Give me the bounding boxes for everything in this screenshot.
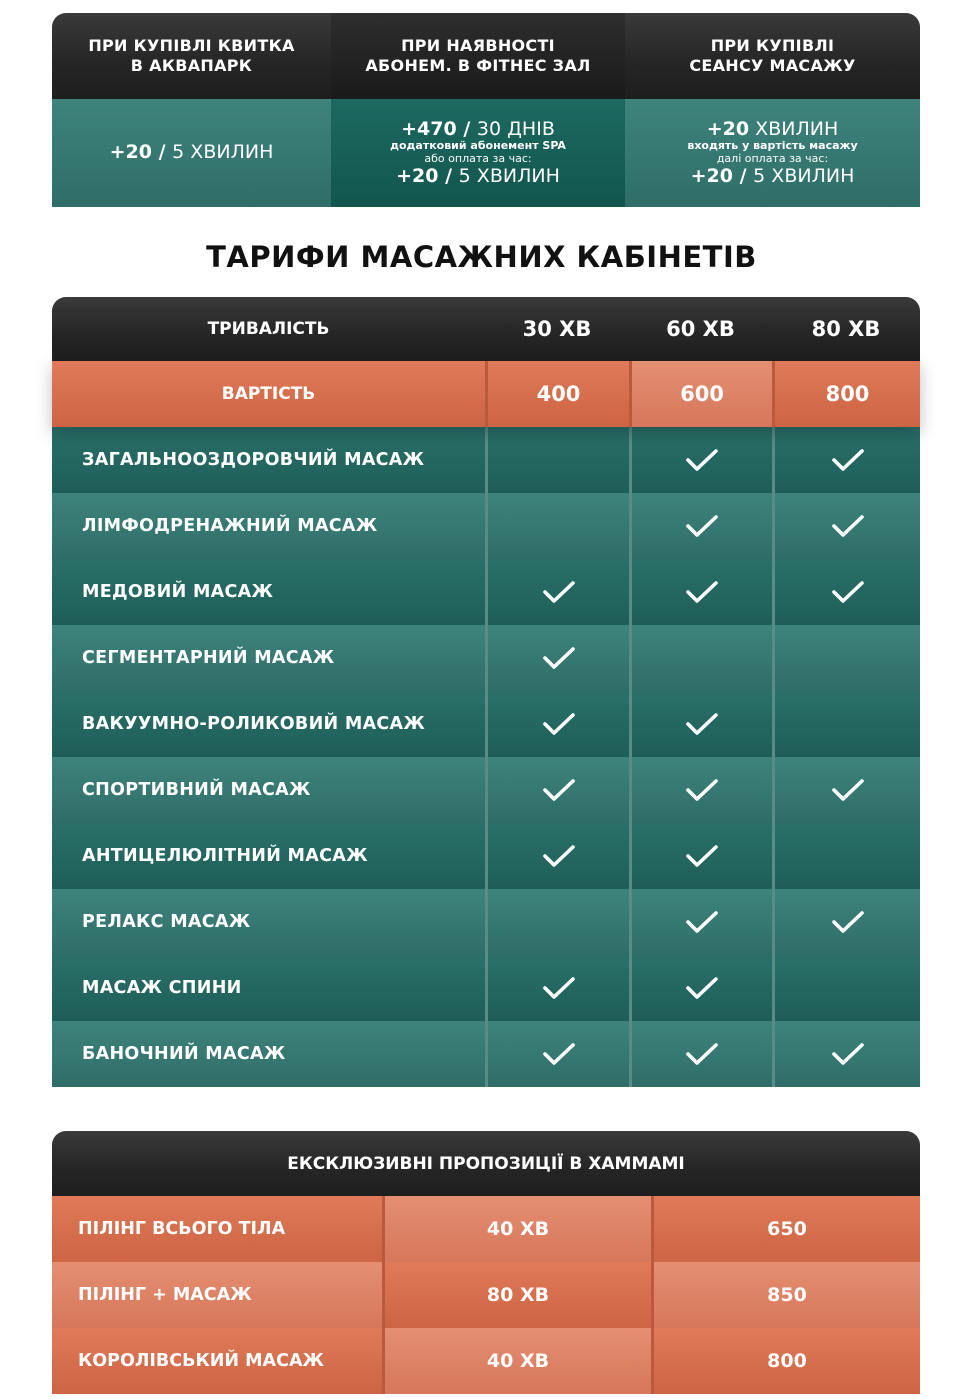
bonus-aquapark-value [52,99,331,207]
check-icon [685,711,719,737]
massage-availability-cell [629,559,772,625]
bonus-massage-line1-bold: +20 [706,117,750,140]
bonus-massage-value [625,99,920,207]
price-row [52,361,920,427]
massage-availability-cell [485,493,629,559]
check-icon [685,843,719,869]
bonus-header-row [52,13,920,99]
bonus-massage-line4-slash: / [733,164,754,187]
hammam-price: 800 [651,1328,920,1394]
hammam-row [52,1328,920,1394]
duration-80: 80 ХВ [772,297,920,361]
massage-availability-cell [485,1021,629,1087]
bonus-fitness-value [331,99,625,207]
massage-row [52,955,920,1021]
check-icon [831,1041,865,1067]
check-icon [685,909,719,935]
massage-availability-cell [485,691,629,757]
bonus-header-massage: ПРИ КУПІВЛІ СЕАНСУ МАСАЖУ [625,13,920,99]
massage-row [52,427,920,493]
check-icon [542,1041,576,1067]
hammam-price: 650 [651,1196,920,1262]
bonus-header-fitness: ПРИ НАЯВНОСТІ АБОНЕМ. В ФІТНЕС ЗАЛ [331,13,625,99]
bonus-massage-line2: входять у вартість масажу [687,139,858,153]
hammam-title: ЕКСКЛЮЗИВНІ ПРОПОЗИЦІЇ В ХАММАМІ [52,1131,920,1196]
massage-name: СЕГМЕНТАРНИЙ МАСАЖ [52,625,485,691]
hammam-duration: 80 ХВ [382,1262,651,1328]
massage-name: МЕДОВИЙ МАСАЖ [52,559,485,625]
check-icon [542,579,576,605]
hammam-service-name: ПІЛІНГ + МАСАЖ [52,1262,382,1328]
massage-name: СПОРТИВНИЙ МАСАЖ [52,757,485,823]
massage-availability-cell [485,823,629,889]
massage-availability-cell [629,625,772,691]
massage-row [52,823,920,889]
hammam-service-name: ПІЛІНГ ВСЬОГО ТІЛА [52,1196,382,1262]
massage-availability-cell [772,823,920,889]
massage-row [52,1021,920,1087]
massage-availability-cell [772,955,920,1021]
massage-availability-cell [485,955,629,1021]
hammam-duration: 40 ХВ [382,1328,651,1394]
bonus-body-row [52,99,920,207]
massage-availability-cell [485,559,629,625]
check-icon [685,447,719,473]
check-icon [831,909,865,935]
check-icon [831,777,865,803]
massage-tariff-table [52,297,920,1087]
duration-header-row [52,297,920,361]
massage-availability-cell [629,493,772,559]
bonus-header-aquapark: ПРИ КУПІВЛІ КВИТКА В АКВАПАРК [52,13,331,99]
check-icon [831,447,865,473]
check-icon [542,843,576,869]
bonus-massage-line3: далі оплата за час: [716,152,829,165]
massage-availability-cell [629,889,772,955]
massage-row [52,493,920,559]
hammam-row [52,1262,920,1328]
massage-availability-cell [772,757,920,823]
check-icon [685,975,719,1001]
price-30: 400 [485,361,629,427]
massage-availability-cell [772,691,920,757]
massage-availability-cell [772,427,920,493]
massage-row [52,889,920,955]
duration-60: 60 ХВ [629,297,772,361]
massage-name: АНТИЦЕЛЮЛІТНИЙ МАСАЖ [52,823,485,889]
massage-name: БАНОЧНИЙ МАСАЖ [52,1021,485,1087]
check-icon [542,711,576,737]
massage-availability-cell [772,625,920,691]
check-icon [542,975,576,1001]
check-icon [685,1041,719,1067]
bonus-fitness-line4-slash: / [438,164,459,187]
massage-availability-cell [629,691,772,757]
price-80: 800 [772,361,920,427]
bonus-fitness-line2: додатковий абонемент SPA [390,139,566,153]
massage-availability-cell [772,889,920,955]
hammam-table [52,1131,920,1394]
bonus-fitness-line4-rest: 5 ХВИЛИН [458,164,560,187]
massage-availability-cell [772,1021,920,1087]
bonus-table [52,13,920,207]
massage-row [52,691,920,757]
massage-name: ЗАГАЛЬНООЗДОРОВЧИЙ МАСАЖ [52,427,485,493]
hammam-service-name: КОРОЛІВСЬКИЙ МАСАЖ [52,1328,382,1394]
bonus-massage-line4-bold: +20 [690,164,733,187]
duration-30: 30 ХВ [485,297,629,361]
check-icon [542,777,576,803]
hammam-duration: 40 ХВ [382,1196,651,1262]
massage-rows [52,427,920,1087]
massage-availability-cell [485,625,629,691]
check-icon [685,777,719,803]
bonus-fitness-line1-slash: / [456,117,477,140]
massage-section-title: ТАРИФИ МАСАЖНИХ КАБІНЕТІВ [206,240,757,274]
check-icon [542,645,576,671]
massage-availability-cell [485,427,629,493]
massage-availability-cell [629,1021,772,1087]
massage-name: РЕЛАКС МАСАЖ [52,889,485,955]
massage-availability-cell [772,493,920,559]
massage-row [52,559,920,625]
check-icon [685,579,719,605]
bonus-fitness-line4-bold: +20 [396,164,439,187]
massage-availability-cell [485,889,629,955]
bonus-massage-line1-rest: ХВИЛИН [749,117,839,140]
hammam-price: 850 [651,1262,920,1328]
hammam-row [52,1196,920,1262]
massage-availability-cell [629,955,772,1021]
massage-availability-cell [629,823,772,889]
price-label: ВАРТІСТЬ [52,361,485,427]
massage-availability-cell [772,559,920,625]
check-icon [831,579,865,605]
bonus-fitness-line1-bold: +470 [401,117,457,140]
massage-name: ВАКУУМНО-РОЛИКОВИЙ МАСАЖ [52,691,485,757]
duration-label: ТРИВАЛІСТЬ [52,297,485,361]
massage-row [52,757,920,823]
bonus-fitness-line1-rest: 30 ДНІВ [476,117,555,140]
check-icon [685,513,719,539]
bonus-aquapark-slash: / [152,141,173,164]
massage-availability-cell [485,757,629,823]
massage-row [52,625,920,691]
price-60: 600 [629,361,772,427]
bonus-fitness-line3: або оплата за час: [424,152,532,165]
bonus-aquapark-bold: +20 [109,141,152,164]
massage-availability-cell [629,427,772,493]
bonus-massage-line4-rest: 5 ХВИЛИН [753,164,855,187]
check-icon [831,513,865,539]
massage-name: МАСАЖ СПИНИ [52,955,485,1021]
hammam-rows [52,1196,920,1394]
bonus-aquapark-rest: 5 ХВИЛИН [172,141,274,164]
massage-name: ЛІМФОДРЕНАЖНИЙ МАСАЖ [52,493,485,559]
massage-availability-cell [629,757,772,823]
